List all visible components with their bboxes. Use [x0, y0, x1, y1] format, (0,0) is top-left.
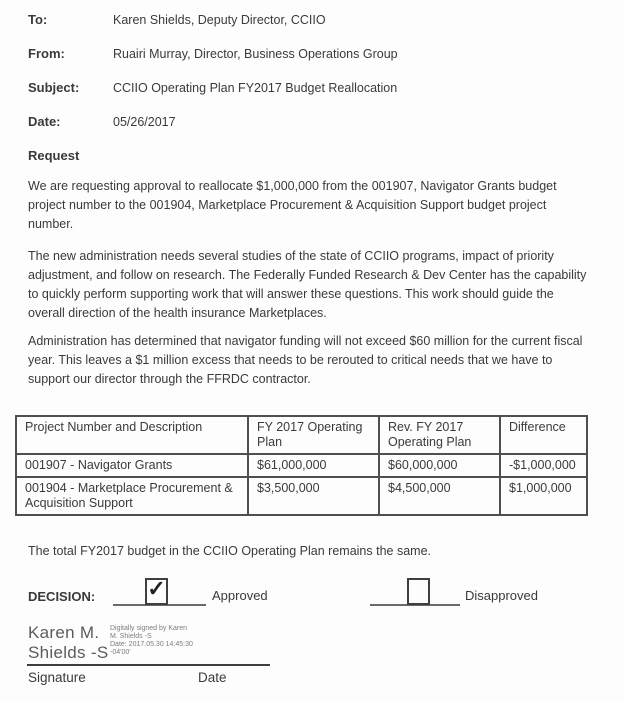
signer-name-line1: Karen M. — [28, 623, 100, 642]
field-to-value: Karen Shields, Deputy Director, CCIIO — [113, 13, 326, 27]
cell-difference: -$1,000,000 — [500, 454, 587, 477]
digital-signature-detail-line: M. Shields -S — [110, 633, 152, 640]
table-row-marketplace-procurement — [16, 477, 587, 515]
column-header-difference: Difference — [500, 416, 587, 454]
field-subject — [28, 80, 594, 96]
request-heading: Request — [28, 148, 80, 163]
decision-label: DECISION: — [28, 589, 96, 604]
field-subject-value: CCIIO Operating Plan FY2017 Budget Reallocation — [113, 81, 398, 95]
memo-header — [28, 12, 594, 130]
signature-underline — [27, 664, 270, 666]
cell-project: 001907 - Navigator Grants — [16, 454, 248, 477]
field-from-label: From: — [28, 46, 65, 61]
paragraph-justification: The new administration needs several studies of the state of CCIIO programs, impact of priority adjustment, and follow on research. The Federally Funded Research & Dev Center has the capability to quickly perform supporting work that will answer these questions. This work should guide the overall direction of the health insurance Marketplaces. — [28, 249, 587, 320]
digital-signature-field[interactable] — [28, 623, 108, 663]
disapproved-label: Disapproved — [465, 588, 538, 603]
field-from-value: Ruairi Murray, Director, Business Operations Group — [113, 47, 398, 61]
cell-difference: $1,000,000 — [500, 477, 587, 515]
table-row-navigator-grants — [16, 454, 587, 477]
field-to — [28, 12, 594, 28]
closing-note: The total FY2017 budget in the CCIIO Operating Plan remains the same. — [28, 544, 431, 558]
field-date-value: 05/26/2017 — [113, 115, 176, 129]
disapproved-checkbox[interactable] — [407, 578, 430, 605]
signature-block — [28, 623, 594, 701]
cell-fy2017-plan: $61,000,000 — [248, 454, 379, 477]
signer-name-line2: Shields -S — [28, 643, 109, 662]
paragraph-request: We are requesting approval to reallocate $1,000,000 from the 001907, Navigator Grants budget project number to the 001904, Marketplace Procurement & Acquisition Support budget project number. — [28, 179, 557, 231]
cell-rev-plan: $60,000,000 — [379, 454, 500, 477]
column-header-rev-fy2017-plan: Rev. FY 2017 Operating Plan — [379, 416, 500, 454]
approved-checkbox[interactable] — [145, 578, 168, 605]
field-date — [28, 114, 594, 130]
cell-rev-plan: $4,500,000 — [379, 477, 500, 515]
column-header-fy2017-plan: FY 2017 Operating Plan — [248, 416, 379, 454]
field-from — [28, 46, 594, 62]
decision-row — [28, 577, 594, 615]
cell-fy2017-plan: $3,500,000 — [248, 477, 379, 515]
digital-signature-detail-line: Date: 2017.05.30 14:45:30 — [110, 641, 193, 648]
field-date-label: Date: — [28, 114, 61, 129]
field-to-label: To: — [28, 12, 48, 27]
table-header-row — [16, 416, 587, 454]
approved-label: Approved — [212, 588, 268, 603]
budget-table — [15, 415, 588, 516]
checkmark-icon: ✓ — [147, 576, 166, 601]
signature-label: Signature — [28, 670, 86, 685]
paragraph-determination: Administration has determined that navigator funding will not exceed $60 million for the current fiscal year. This leaves a $1 million excess that needs to be rerouted to critical needs that we have to support our director through the FFRDC contractor. — [28, 334, 583, 386]
date-label: Date — [198, 670, 227, 685]
digital-signature-detail-line: -04'00' — [110, 649, 131, 656]
field-subject-label: Subject: — [28, 80, 80, 95]
column-header-project: Project Number and Description — [16, 416, 248, 454]
cell-project: 001904 - Marketplace Procurement & Acquisition Support — [16, 477, 248, 515]
digital-signature-detail-line: Digitally signed by Karen — [110, 625, 188, 632]
